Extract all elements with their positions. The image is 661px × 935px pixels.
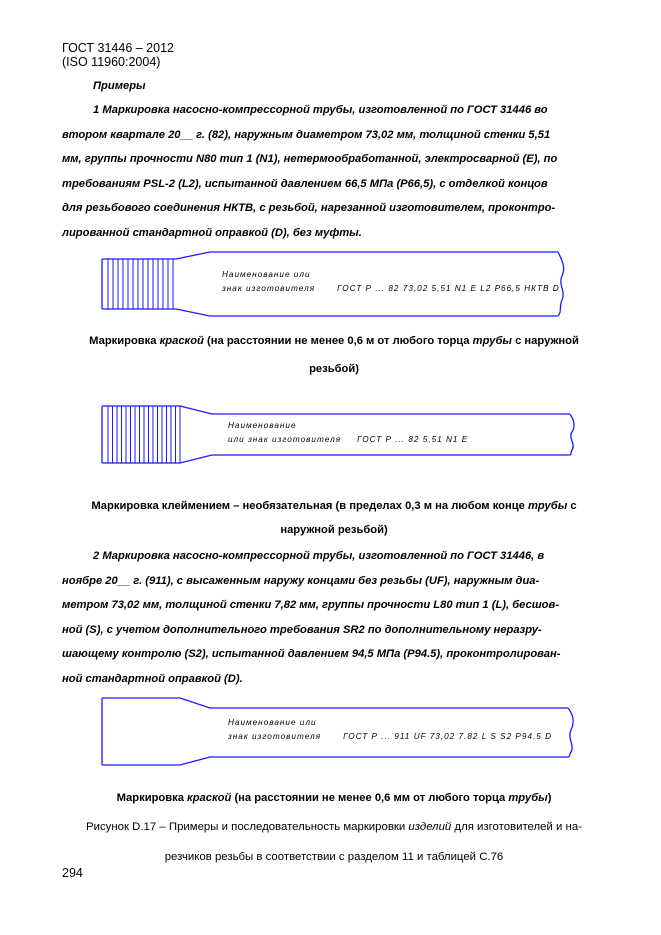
figure-caption-text: Рисунок D.17 – Примеры и последовательность маркировки [86, 821, 409, 833]
figure-caption [62, 814, 606, 870]
pipe-2-marking [228, 419, 468, 447]
examples-heading: Примеры [93, 80, 146, 92]
caption-2-italic: трубы [527, 500, 568, 512]
pipe-2-manufacturer-label: Наименование [228, 421, 297, 430]
caption-2-text-2: с [567, 500, 577, 512]
example-2-line: метром 73,02 мм, толщиной стенки 7,82 мм, группы прочности L80 тип 1 (L), бесшов- [62, 599, 560, 611]
document-header [62, 41, 174, 69]
caption-3-italic-2: трубы [508, 792, 548, 804]
caption-2-text: Маркировка клеймением – необязательная (в пределах 0,3 м на любом конце [91, 500, 528, 512]
page-number: 294 [62, 866, 83, 880]
pipe-2-code: ГОСТ Р ... 82 5,51 N1 E [357, 435, 469, 444]
pipe-2-manufacturer-label-2: или знак изготовителя [228, 435, 342, 444]
pipe-3-manufacturer-label: Наименование или [228, 718, 317, 727]
example-1-line: лированной стандартной оправкой (D), без муфты. [62, 226, 362, 239]
example-1-text [62, 98, 606, 245]
figure-caption-line-2: резчиков резьбы в соответствии с разделом 11 и таблицей С.76 [164, 851, 504, 863]
caption-1-text-3: с наружной [511, 335, 579, 347]
example-1-line: 1 Маркировка насосно-компрессорной трубы, изготовленной по ГОСТ 31446 во [93, 104, 548, 116]
caption-1-line-2: резьбой) [309, 363, 359, 375]
standard-number: ГОСТ 31446 – 2012 [62, 41, 174, 55]
pipe-2-thread-lines [108, 406, 180, 463]
example-1-line: для резьбового соединения НКТВ, с резьбой, нарезанной изготовителем, проконтро- [62, 202, 556, 214]
pipe-1-code: ГОСТ Р ... 82 73,02 5,51 N1 E L2 P66,5 НКТВ D [337, 284, 560, 293]
caption-3-italic: краской [187, 792, 232, 804]
example-1-line: требованиям PSL-2 (L2), испытанной давлением 66,5 МПа (Р66,5), с отделкой концов [62, 177, 548, 190]
caption-1-italic: краской [159, 335, 204, 347]
caption-2-line-2: наружной резьбой) [280, 524, 388, 536]
pipe-1-marking [222, 268, 560, 296]
pipe-3-manufacturer-label-2: знак изготовителя [228, 732, 322, 741]
caption-1 [62, 329, 606, 381]
pipe-1-manufacturer-label: Наименование или [222, 270, 311, 279]
example-2-line: 2 Маркировка насосно-компрессорной трубы, изготовленной по ГОСТ 31446, в [93, 550, 545, 562]
example-1-line: втором квартале 20__ г. (82), наружным диаметром 73,02 мм, толщиной стенки 5,51 [62, 128, 551, 141]
standard-iso-number: (ISO 11960:2004) [62, 55, 161, 69]
pipe-1-manufacturer-label-2: знак изготовителя [222, 284, 316, 293]
pipe-3-marking [228, 716, 552, 744]
caption-1-text: Маркировка [89, 335, 160, 347]
pipe-3-code: ГОСТ Р ... 911 UF 73,02 7.82 L S S2 P94.5 D [343, 732, 553, 741]
example-2-line: ной стандартной оправкой (D). [62, 672, 243, 685]
example-2-line: ноябре 20__ г. (911), с высаженным наружу концами без резьбы (UF), наружным диа- [62, 574, 540, 587]
pipe-1-thread-lines [108, 259, 173, 309]
caption-1-italic-2: трубы [472, 335, 512, 347]
caption-3 [62, 786, 606, 810]
caption-3-text-3: ) [547, 792, 552, 804]
figure-caption-italic: изделий [408, 821, 452, 833]
caption-1-text-2: (на расстоянии не менее 0,6 м от любого торца [203, 335, 473, 347]
example-2-line: ной (S), с учетом дополнительного требования SR2 по дополнительному неразру- [62, 623, 542, 636]
example-1-line: мм, группы прочности N80 тип 1 (N1), нетермообработанной, электросварной (E), по [62, 153, 558, 165]
caption-3-text: Маркировка [116, 792, 188, 804]
figure-caption-text-2: для изготовителей и на- [451, 821, 582, 833]
example-2-text [62, 544, 606, 691]
caption-2 [62, 494, 606, 542]
caption-3-text-2: (на расстоянии не менее 0,6 мм от любого торца [231, 792, 509, 804]
example-2-line: шающему контролю (S2), испытанной давлением 94,5 МПа (P94.5), проконтролирован- [62, 648, 561, 660]
